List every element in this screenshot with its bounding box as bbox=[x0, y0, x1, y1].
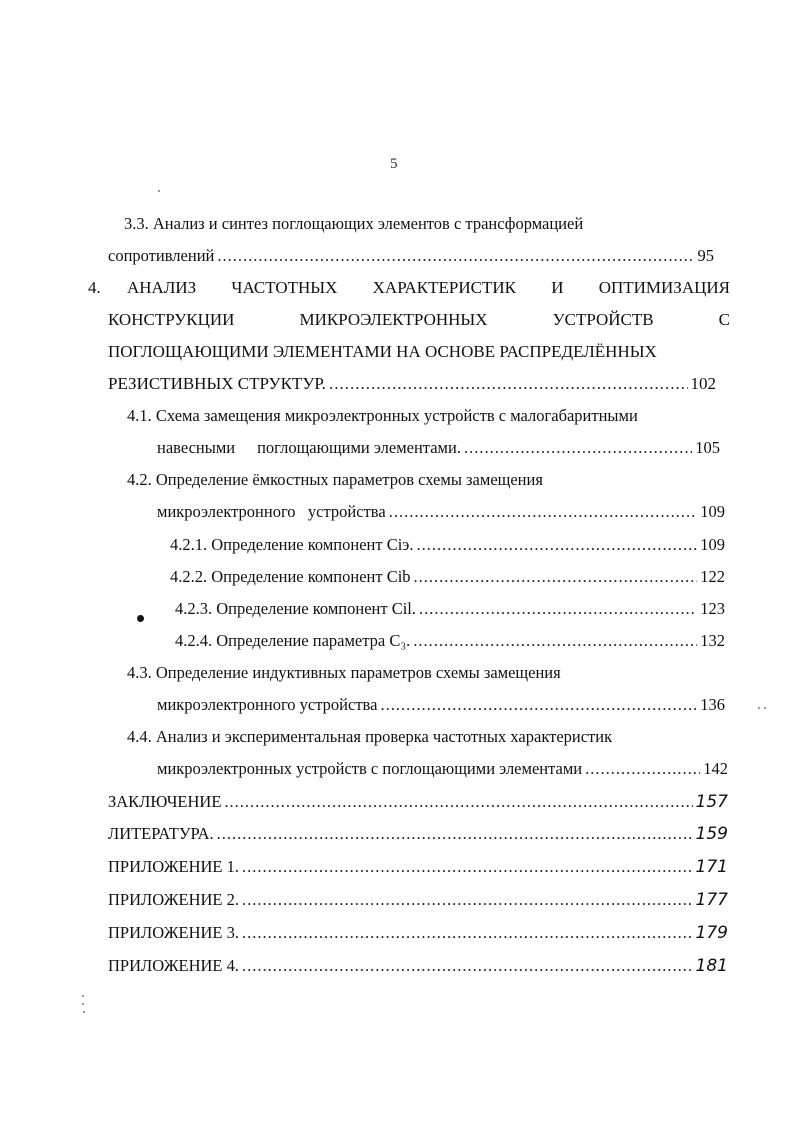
toc-entry-4-2-4 bbox=[175, 631, 725, 651]
toc-entry-text: ПРИЛОЖЕНИЕ 4. bbox=[108, 956, 239, 975]
scan-speck bbox=[758, 707, 760, 709]
toc-entry-text: ЗАКЛЮЧЕНИЕ bbox=[108, 792, 222, 811]
toc-entry-text: ЛИТЕРАТУРА. bbox=[108, 824, 214, 843]
title-word: ЧАСТОТНЫХ bbox=[231, 278, 338, 297]
toc-entry-text: 4.2.1. Определение компонент Ciэ. bbox=[170, 535, 414, 554]
toc-entry-text: 4.2.3. Определение компонент Cil. bbox=[175, 599, 416, 618]
toc-page-number: 122 bbox=[700, 567, 725, 586]
dot-leader bbox=[389, 502, 698, 522]
toc-page-number-handwritten: 159 bbox=[695, 824, 728, 844]
dot-leader bbox=[585, 759, 700, 779]
toc-entry-text: микроэлектронных устройств с поглощающими элементами bbox=[157, 759, 583, 778]
toc-entry-3-3-line2: сопротивлений bbox=[108, 246, 215, 265]
toc-entry-4-2-line1: 4.2. Определение ёмкостных параметров схемы замещения bbox=[127, 470, 543, 489]
chapter-4-title-line3: ПОГЛОЩАЮЩИМИ ЭЛЕМЕНТАМИ НА ОСНОВЕ РАСПРЕДЕЛЁННЫХ bbox=[108, 342, 657, 361]
scan-mark bbox=[137, 615, 144, 622]
toc-entry-literature bbox=[108, 824, 728, 844]
scan-speck bbox=[764, 707, 766, 709]
toc-entry-4-3-line1: 4.3. Определение индуктивных параметров схемы замещения bbox=[127, 663, 561, 682]
title-word: УСТРОЙСТВ bbox=[552, 310, 654, 329]
toc-entry-text: ПРИЛОЖЕНИЕ 1. bbox=[108, 857, 239, 876]
dot-leader bbox=[380, 695, 697, 715]
dot-leader bbox=[417, 535, 698, 555]
toc-entry-4-4 bbox=[157, 759, 728, 779]
dot-leader bbox=[413, 631, 697, 651]
toc-page-number: 105 bbox=[695, 438, 720, 457]
toc-entry-text: ПРИЛОЖЕНИЕ 3. bbox=[108, 923, 239, 942]
scan-speck bbox=[83, 1011, 85, 1013]
toc-page-number: 95 bbox=[697, 246, 714, 265]
toc-page-number-handwritten: 181 bbox=[695, 956, 728, 976]
toc-page-number: 132 bbox=[700, 631, 725, 650]
dot-leader bbox=[464, 438, 692, 458]
dot-leader bbox=[242, 857, 693, 877]
toc-entry-appendix-3 bbox=[108, 923, 728, 943]
toc-entry-appendix-2 bbox=[108, 890, 728, 910]
toc-entry-3-3 bbox=[108, 246, 714, 266]
page-number: 5 bbox=[390, 156, 398, 172]
dot-leader bbox=[217, 246, 694, 266]
chapter-4-title-line1 bbox=[127, 278, 730, 298]
title-word: С bbox=[718, 310, 730, 329]
toc-entry-4-2-1 bbox=[170, 535, 725, 555]
toc-entry-text: 4.2.4. Определение параметра C₃. bbox=[175, 631, 411, 650]
dot-leader bbox=[242, 956, 693, 976]
toc-entry-4-3 bbox=[157, 695, 725, 715]
toc-entry-text: навесными bbox=[157, 438, 236, 457]
dot-leader bbox=[224, 792, 692, 812]
dot-leader bbox=[242, 890, 693, 910]
toc-entry-text: микроэлектронного устройства bbox=[157, 695, 378, 714]
toc-entry-text: 4.2.2. Определение компонент Cib bbox=[170, 567, 411, 586]
toc-page-number-handwritten: 171 bbox=[695, 857, 728, 877]
toc-entry-text: поглощающими элементами. bbox=[257, 438, 461, 457]
title-word: КОНСТРУКЦИИ bbox=[108, 310, 235, 329]
chapter-4-title-line2 bbox=[108, 310, 730, 330]
toc-entry-text: ПРИЛОЖЕНИЕ 2. bbox=[108, 890, 239, 909]
title-word: ОПТИМИЗАЦИЯ bbox=[598, 278, 730, 297]
toc-page-number: 109 bbox=[700, 502, 725, 521]
dot-leader bbox=[329, 374, 688, 394]
dot-leader bbox=[419, 599, 697, 619]
toc-entry-appendix-1 bbox=[108, 857, 728, 877]
toc-page-number: 136 bbox=[700, 695, 725, 714]
toc-page-number: 123 bbox=[700, 599, 725, 618]
title-word: И bbox=[551, 278, 564, 297]
toc-entry-4-2-2 bbox=[170, 567, 725, 587]
title-word: МИКРОЭЛЕКТРОННЫХ bbox=[299, 310, 488, 329]
scan-speck bbox=[82, 1003, 84, 1005]
scan-speck bbox=[82, 995, 84, 997]
toc-page-number-handwritten: 177 bbox=[695, 890, 728, 910]
dot-leader bbox=[242, 923, 693, 943]
toc-page-number: 102 bbox=[690, 374, 716, 393]
toc-page-number: 142 bbox=[703, 759, 728, 778]
title-word: АНАЛИЗ bbox=[127, 278, 197, 297]
scan-speck bbox=[158, 190, 160, 192]
chapter-4-title-end: РЕЗИСТИВНЫХ СТРУКТУР. bbox=[108, 374, 326, 393]
chapter-4-title-line4 bbox=[108, 374, 716, 394]
toc-entry-4-1 bbox=[157, 438, 720, 458]
dot-leader bbox=[414, 567, 698, 587]
toc-entry-3-3-line1: 3.3. Анализ и синтез поглощающих элементов с трансформацией bbox=[124, 214, 584, 233]
toc-entry-4-2 bbox=[157, 502, 725, 522]
toc-page-number-handwritten: 157 bbox=[695, 792, 728, 812]
toc-entry-4-2-3 bbox=[175, 599, 725, 619]
title-word: ХАРАКТЕРИСТИК bbox=[372, 278, 516, 297]
toc-entry-appendix-4 bbox=[108, 956, 728, 976]
toc-page-number: 109 bbox=[700, 535, 725, 554]
toc-entry-conclusion bbox=[108, 792, 728, 812]
toc-entry-text: микроэлектронного устройства bbox=[157, 502, 386, 521]
toc-entry-4-1-line1: 4.1. Схема замещения микроэлектронных устройств с малогабаритными bbox=[127, 406, 638, 425]
toc-entry-4-4-line1: 4.4. Анализ и экспериментальная проверка частотных характеристик bbox=[127, 727, 613, 746]
chapter-4-number: 4. bbox=[88, 278, 101, 297]
toc-page-number-handwritten: 179 bbox=[695, 923, 728, 943]
dot-leader bbox=[217, 824, 693, 844]
